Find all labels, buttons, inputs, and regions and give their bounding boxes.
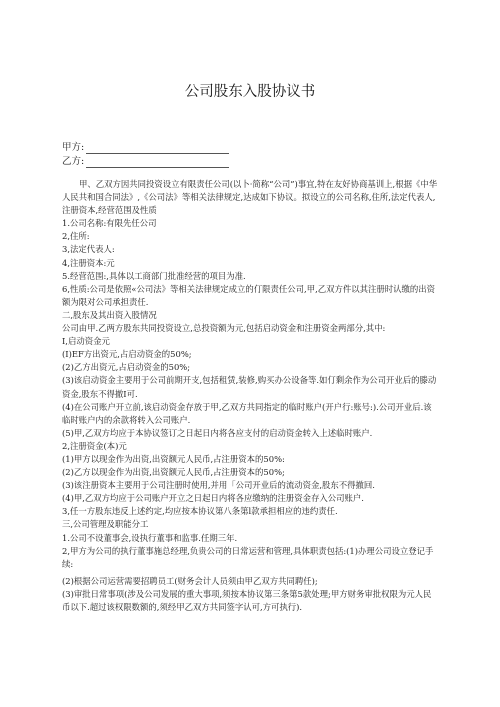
party-b-label: 乙方: xyxy=(62,156,85,167)
paragraph: (1)甲方以现金作为出资,出资额元人民币,占注册资本的50%: xyxy=(62,453,285,464)
paragraph: (I)EF方出资元,占启动资金的50%; xyxy=(62,349,192,360)
section-heading: 二,股东及其出资入股情况 xyxy=(62,309,157,320)
section-heading: 三,公司管理及职能分工 xyxy=(62,519,149,530)
party-a-blank xyxy=(86,143,229,154)
paragraph: 2,住所: xyxy=(62,231,90,242)
paragraph: I,启动资金元 xyxy=(62,336,110,347)
paragraph: (2)根据公司运营需要招聘员工(财务会计人员须由甲乙双方共同聘任); xyxy=(62,575,318,586)
paragraph: 公司由甲.乙两方股东共同投资设立,总投资额为元,包括启动资金和注册资金两部分,其中: xyxy=(62,323,386,334)
party-a-row xyxy=(62,142,229,154)
party-a-label: 甲方: xyxy=(62,142,85,153)
paragraph: 2,甲方为公司的执行董事施总经理,负贵公司的日常运营和管理,具体职责包括:(1)办理公司设立登记手续: xyxy=(62,545,434,569)
paragraph: (4)甲,乙双方均应于公司账户开立之日起日内将各应缴纳的注册资金存入公司账户. xyxy=(62,493,364,504)
paragraph: (3)该启动资金主要用于公司前期开支,包括租赁,装修,购买办公设备等.如仃剩余作为公司开业后的滕动资金,股东不得撤I可. xyxy=(62,375,437,399)
paragraph-intro: 甲、乙双方因共同投资设立有限责任公司(以卜·简称“公司”)事宜,特在友好协商基训上,根据《中华人民共和国合同法》,《公司法》等相关法律规定,达成如下协议。拟设立的公司名称,住所,法定代表人,注册资本,经营范围及性质 xyxy=(62,179,438,216)
paragraph: 6,性质:公司是依照«公司法》等相关法律规定成立的仃限责任公司,甲,乙双方件以其注册时认缴的出资额为限对公司承担责任. xyxy=(62,283,436,307)
paragraph: 5.经营范围:,具体以工商部门批准经营的项目为准. xyxy=(62,270,246,281)
paragraph: 2,注册资金(本)元 xyxy=(62,440,127,451)
paragraph: 1.公司名称:有限先任公司 xyxy=(62,218,157,229)
party-b-blank xyxy=(86,157,229,168)
paragraph: 3,任一方股东违反上述约定,均应按本协议第八条第l款承担相应的违约责任. xyxy=(62,506,338,517)
party-b-row xyxy=(62,156,229,168)
paragraph: 4,注册资本:元 xyxy=(62,257,115,268)
paragraph: (3)该注册资本主要用于公司注册时使用,并用「公司开业后的流动资金,股东不得撤回. xyxy=(62,480,375,491)
paragraph: (2)乙方以现金作为出资,出资额元人民币,占注册资本的50%; xyxy=(62,467,285,478)
paragraph: (5)甲,乙双方均应于本协议签订之日起日内将各应支付的启动资金转入上述临时账户. xyxy=(62,427,373,438)
paragraph: 1.公司不设董事会,设执行董事和监事.任期三年. xyxy=(62,532,238,543)
paragraph: (4)在公司账户开立前,该启动资金存放于甲,乙双方共同指定的临时账户(开户行:账号:).公司开业后.该临时账户内的余款将转入公司账户. xyxy=(62,401,432,425)
paragraph: (2)乙方出资元,占启动资金的50%; xyxy=(62,362,191,373)
page-title: 公司股东入股协议书 xyxy=(184,84,316,100)
document-body xyxy=(62,178,438,614)
paragraph: (3)审批日常事项(涉及公司发展的重大事项,须按本协议第三条第5款处理;甲方财务审批权限为元人民币以下.超过该权限数额的,须经甲乙双方共同签字认可,方可执行). xyxy=(62,588,432,612)
paragraph: 3,法定代表人: xyxy=(62,244,115,255)
